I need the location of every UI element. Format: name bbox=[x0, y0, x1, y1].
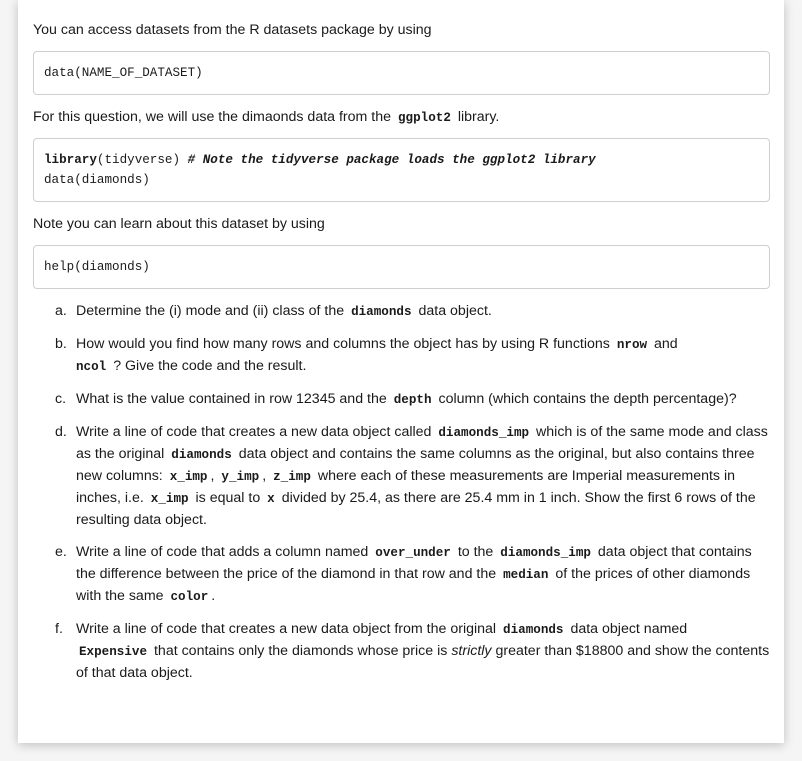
list-marker: e. bbox=[55, 544, 67, 560]
code-block-help[interactable] bbox=[33, 245, 770, 289]
inline-code: median bbox=[503, 568, 549, 582]
text-segment: library. bbox=[457, 109, 500, 125]
inline-code: over_under bbox=[375, 546, 451, 560]
text-segment: and bbox=[654, 336, 678, 352]
question-d bbox=[33, 422, 770, 531]
text-segment: library bbox=[44, 153, 97, 167]
code-line: data(NAME_OF_DATASET) bbox=[44, 66, 203, 80]
inline-code: y_imp bbox=[221, 470, 260, 484]
question-e bbox=[33, 542, 770, 608]
question-f bbox=[33, 619, 770, 684]
text-segment: How would you find how many rows and columns the object has by using R functions bbox=[76, 336, 610, 352]
text-segment: (tidyverse) bbox=[96, 153, 188, 167]
text-segment: Determine the (i) mode and (ii) class of the bbox=[76, 303, 345, 319]
list-marker: b. bbox=[55, 336, 67, 352]
text-segment: Write a line of code that creates a new data object from the original bbox=[76, 621, 497, 637]
inline-code: Expensive bbox=[79, 645, 148, 659]
text-segment: of the prices of other diamonds with the same bbox=[76, 566, 751, 604]
code-block-library[interactable] bbox=[33, 138, 770, 202]
inline-code: depth bbox=[393, 393, 432, 407]
inline-code: x_imp bbox=[150, 492, 189, 506]
text-segment: ? Give the code and the result. bbox=[113, 358, 307, 374]
inline-code: x_imp bbox=[169, 470, 208, 484]
code-line: help(diamonds) bbox=[44, 260, 150, 274]
text-segment: # Note the tidyverse package loads the ggplot2 library bbox=[187, 153, 596, 167]
inline-code: ggplot2 bbox=[397, 111, 451, 125]
text-segment: data object named bbox=[570, 621, 688, 637]
text-segment: , bbox=[210, 468, 215, 484]
text-segment: Write a line of code that creates a new data object called bbox=[76, 424, 432, 440]
list-marker: a. bbox=[55, 303, 67, 319]
inline-code: diamonds_imp bbox=[500, 546, 591, 560]
text-segment: Write a line of code that adds a column named bbox=[76, 544, 369, 560]
text-segment: For this question, we will use the dimaonds data from the bbox=[33, 109, 392, 125]
question-a bbox=[33, 301, 770, 323]
text-segment: data object and contains the same columns as the original, but also contains three new columns: bbox=[76, 446, 755, 484]
text-segment: is equal to bbox=[195, 490, 261, 506]
inline-code: nrow bbox=[616, 338, 648, 352]
inline-code: diamonds_imp bbox=[438, 426, 530, 440]
text-segment: where each of these measurements are Imperial measurements in inches, i.e. bbox=[76, 468, 736, 506]
inline-code: diamonds bbox=[171, 448, 232, 462]
usage-text bbox=[33, 107, 770, 129]
text-segment: to the bbox=[457, 544, 494, 560]
text-segment: that contains only the diamonds whose price is bbox=[153, 643, 448, 659]
text-segment: column (which contains the depth percentage)? bbox=[438, 391, 737, 407]
list-marker: c. bbox=[55, 391, 67, 407]
text-segment: What is the value contained in row 12345 and the bbox=[76, 391, 387, 407]
inline-code: diamonds bbox=[351, 305, 412, 319]
inline-code: x bbox=[267, 492, 275, 506]
text-segment: , bbox=[262, 468, 267, 484]
text-segment: which is of the same mode and class as the original bbox=[76, 424, 768, 462]
list-marker: f. bbox=[55, 621, 63, 637]
inline-code: z_imp bbox=[273, 470, 311, 484]
code-line: data(diamonds) bbox=[44, 173, 150, 187]
text-segment: data object that contains the difference between the price of the diamond in that row and the bbox=[76, 544, 752, 582]
intro-text: You can access datasets from the R datasets package by using bbox=[33, 22, 432, 38]
code-block-data[interactable] bbox=[33, 51, 770, 95]
text-segment: greater than $18800 and show the contents of that data object. bbox=[76, 643, 770, 681]
inline-code: color bbox=[170, 590, 209, 604]
document-content bbox=[33, 20, 770, 684]
text-segment: . bbox=[211, 588, 216, 604]
inline-code: ncol bbox=[76, 360, 107, 374]
question-list bbox=[33, 301, 770, 684]
inline-code: diamonds bbox=[503, 623, 564, 637]
question-b bbox=[33, 334, 770, 378]
code-line bbox=[44, 150, 759, 170]
question-c bbox=[33, 389, 770, 411]
help-note-text: Note you can learn about this dataset by using bbox=[33, 216, 325, 232]
text-segment: divided by 25.4, as there are 25.4 mm in 1 inch. Show the first 6 rows of the resulting data object. bbox=[76, 490, 756, 528]
document-page bbox=[18, 0, 784, 743]
text-segment: data object. bbox=[418, 303, 492, 319]
list-marker: d. bbox=[55, 424, 67, 440]
text-segment: strictly bbox=[451, 643, 492, 659]
